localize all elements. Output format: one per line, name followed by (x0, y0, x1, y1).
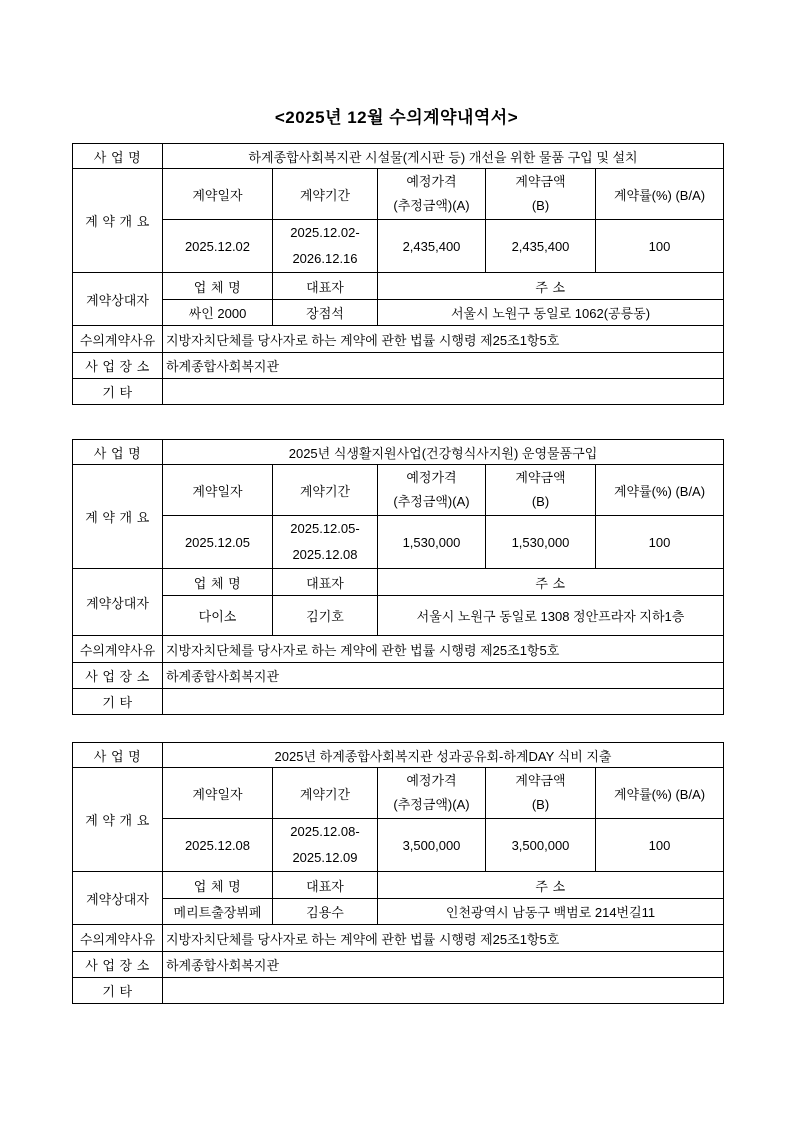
etc-value (163, 689, 724, 715)
company-header: 업 체 명 (163, 273, 273, 300)
business-name-value: 하계종합사회복지관 시설물(게시판 등) 개선을 위한 물품 구입 및 설치 (163, 144, 724, 169)
contract-date-header: 계약일자 (163, 465, 273, 516)
contract-date-value: 2025.12.05 (163, 516, 273, 569)
place-value: 하계종합사회복지관 (163, 353, 724, 379)
business-name-value: 2025년 식생활지원사업(건강형식사지원) 운영물품구입 (163, 440, 724, 465)
contract-rate-header: 계약률(%) (B/A) (596, 768, 724, 819)
estimated-price-header (378, 768, 486, 819)
overview-label: 계 약 개 요 (73, 768, 163, 872)
contract-rate-value: 100 (596, 819, 724, 872)
contract-table-3 (72, 742, 724, 1004)
estimated-price-header (378, 465, 486, 516)
estimated-price-header-line2: (추정금액)(A) (393, 198, 470, 213)
representative-header: 대표자 (273, 569, 378, 596)
contract-rate-header: 계약률(%) (B/A) (596, 465, 724, 516)
business-name-label: 사 업 명 (73, 144, 163, 169)
representative-header: 대표자 (273, 273, 378, 300)
contract-period-line2: 2026.12.16 (292, 251, 358, 266)
company-value: 메리트출장뷔페 (163, 899, 273, 925)
representative-value: 김기호 (273, 596, 378, 636)
contract-amount-header-line2: (B) (531, 797, 550, 812)
contractor-label: 계약상대자 (73, 273, 163, 326)
reason-label: 수의계약사유 (73, 636, 163, 663)
contract-period-value (273, 220, 378, 273)
contract-date-header: 계약일자 (163, 768, 273, 819)
place-label: 사 업 장 소 (73, 663, 163, 689)
estimated-price-header-line2: (추정금액)(A) (393, 797, 470, 812)
contract-period-value (273, 819, 378, 872)
reason-value: 지방자치단체를 당사자로 하는 계약에 관한 법률 시행령 제25조1항5호 (163, 636, 724, 663)
place-value: 하계종합사회복지관 (163, 663, 724, 689)
contract-period-line2: 2025.12.08 (292, 547, 358, 562)
estimated-price-value: 1,530,000 (378, 516, 486, 569)
contract-amount-header-line1: 계약금액 (515, 470, 566, 485)
contract-period-header: 계약기간 (273, 465, 378, 516)
company-value: 다이소 (163, 596, 273, 636)
representative-header: 대표자 (273, 872, 378, 899)
contract-date-header: 계약일자 (163, 169, 273, 220)
etc-label: 기 타 (73, 689, 163, 715)
contract-amount-header (486, 465, 596, 516)
contract-date-value: 2025.12.02 (163, 220, 273, 273)
address-value: 서울시 노원구 동일로 1308 정안프라자 지하1층 (378, 596, 724, 636)
contract-amount-header-line2: (B) (531, 198, 550, 213)
contract-rate-value: 100 (596, 220, 724, 273)
etc-value (163, 379, 724, 405)
contract-amount-value: 2,435,400 (486, 220, 596, 273)
company-header: 업 체 명 (163, 569, 273, 596)
page-title: <2025년 12월 수의계약내역서> (274, 108, 519, 127)
contract-period-line2: 2025.12.09 (292, 850, 358, 865)
address-header: 주 소 (378, 273, 724, 300)
reason-label: 수의계약사유 (73, 326, 163, 353)
contract-table-1 (72, 143, 724, 405)
place-label: 사 업 장 소 (73, 353, 163, 379)
representative-value: 장점석 (273, 300, 378, 326)
overview-label: 계 약 개 요 (73, 465, 163, 569)
contract-period-header: 계약기간 (273, 169, 378, 220)
place-label: 사 업 장 소 (73, 952, 163, 978)
contract-rate-value: 100 (596, 516, 724, 569)
company-value: 싸인 2000 (163, 300, 273, 326)
business-name-label: 사 업 명 (73, 743, 163, 768)
contract-period-line1: 2025.12.02- (290, 225, 360, 240)
estimated-price-header-line1: 예정가격 (406, 470, 457, 485)
contract-period-header: 계약기간 (273, 768, 378, 819)
contract-period-line1: 2025.12.05- (290, 521, 360, 536)
contractor-label: 계약상대자 (73, 569, 163, 636)
contract-amount-header (486, 169, 596, 220)
estimated-price-value: 2,435,400 (378, 220, 486, 273)
address-value: 인천광역시 남동구 백범로 214번길11 (378, 899, 724, 925)
estimated-price-header-line1: 예정가격 (406, 773, 457, 788)
overview-label: 계 약 개 요 (73, 169, 163, 273)
estimated-price-header-line1: 예정가격 (406, 174, 457, 189)
contract-period-line1: 2025.12.08- (290, 824, 360, 839)
contract-amount-value: 3,500,000 (486, 819, 596, 872)
contract-period-value (273, 516, 378, 569)
contract-date-value: 2025.12.08 (163, 819, 273, 872)
estimated-price-value: 3,500,000 (378, 819, 486, 872)
contract-amount-header-line2: (B) (531, 494, 550, 509)
estimated-price-header-line2: (추정금액)(A) (393, 494, 470, 509)
estimated-price-header (378, 169, 486, 220)
contract-amount-value: 1,530,000 (486, 516, 596, 569)
reason-value: 지방자치단체를 당사자로 하는 계약에 관한 법률 시행령 제25조1항5호 (163, 326, 724, 353)
representative-value: 김용수 (273, 899, 378, 925)
business-name-value: 2025년 하계종합사회복지관 성과공유회-하계DAY 식비 지출 (163, 743, 724, 768)
etc-label: 기 타 (73, 379, 163, 405)
address-value: 서울시 노원구 동일로 1062(공릉동) (378, 300, 724, 326)
contractor-label: 계약상대자 (73, 872, 163, 925)
contract-amount-header-line1: 계약금액 (515, 773, 566, 788)
address-header: 주 소 (378, 872, 724, 899)
etc-value (163, 978, 724, 1004)
etc-label: 기 타 (73, 978, 163, 1004)
place-value: 하계종합사회복지관 (163, 952, 724, 978)
contract-amount-header (486, 768, 596, 819)
reason-value: 지방자치단체를 당사자로 하는 계약에 관한 법률 시행령 제25조1항5호 (163, 925, 724, 952)
contract-rate-header: 계약률(%) (B/A) (596, 169, 724, 220)
contract-table-2 (72, 439, 724, 715)
company-header: 업 체 명 (163, 872, 273, 899)
reason-label: 수의계약사유 (73, 925, 163, 952)
business-name-label: 사 업 명 (73, 440, 163, 465)
address-header: 주 소 (378, 569, 724, 596)
contract-amount-header-line1: 계약금액 (515, 174, 566, 189)
